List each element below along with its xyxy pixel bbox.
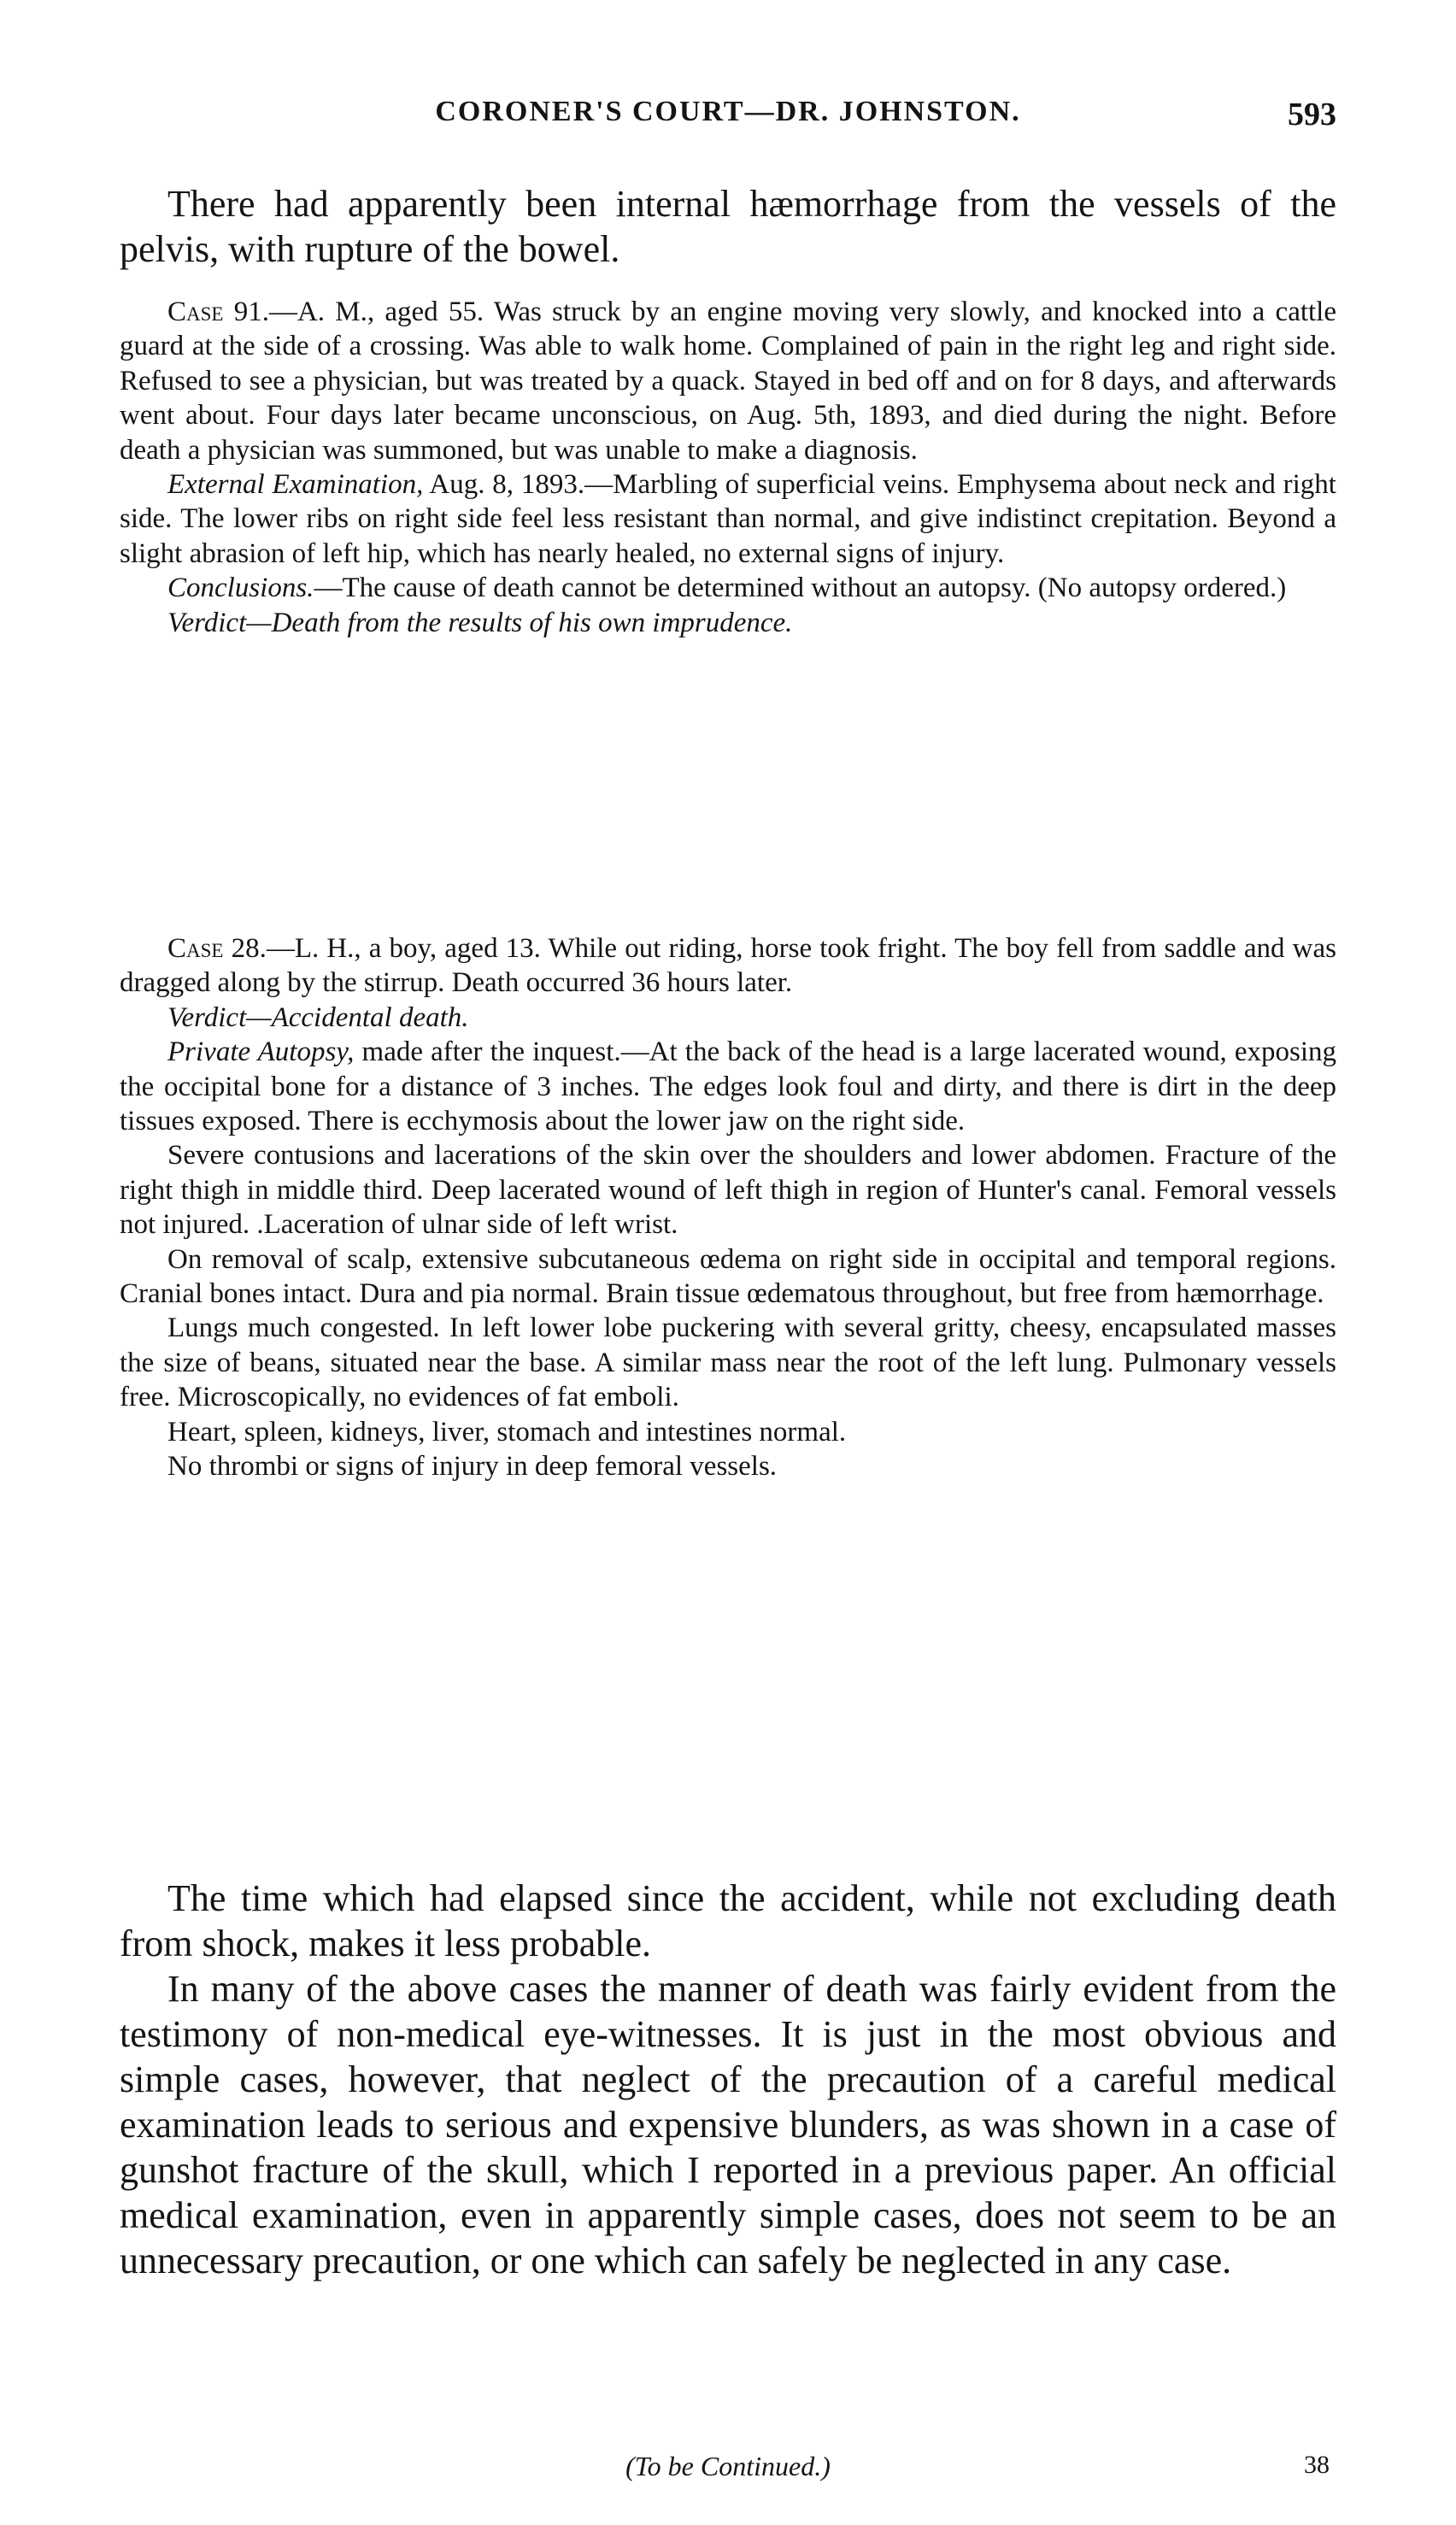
case-label: Case <box>167 933 224 964</box>
autopsy-text: made after the inquest.—At the back of the head is a large lacerated wound, exposing the occipital bone for a distance of 3 inches. The edges look foul and dirty, and there is dirt in the deep tissues exposed. There is ecchymosis about the lower jaw on the right side. <box>120 1036 1336 1137</box>
case-91 <box>120 295 1336 640</box>
conclusion-block <box>120 1876 1336 2283</box>
autopsy-label: Private Autopsy, <box>167 1036 355 1068</box>
case-91-paragraph <box>120 295 1336 467</box>
contusions-paragraph: Severe contusions and lacerations of the skin over the shoulders and lower abdomen. Fracture of the right thigh in middle third. Deep lacerated wound of left thigh in region of Hunter's canal. Femoral vessels not injured. .Laceration of ulnar side of left wrist. <box>120 1140 1336 1241</box>
intro-paragraph: There had apparently been internal hæmorrhage from the vessels of the pelvis, with rupture of the bowel. <box>120 183 1336 270</box>
continued-note: (To be Continued.) <box>625 2451 831 2481</box>
conclusions-label: Conclusions. <box>167 573 314 604</box>
scalp-paragraph: On removal of scalp, extensive subcutaneous œdema on right side in occipital and temporal regions. Cranial bones intact. Dura and pia normal. Brain tissue œdematous throughout, but free from hæmorrhage. <box>120 1243 1336 1310</box>
conclusions-text: —The cause of death cannot be determined without an autopsy. (No autopsy ordered.) <box>314 573 1287 604</box>
elapsed-time-paragraph: The time which had elapsed since the accident, while not excluding death from shock, makes it less probable. <box>120 1877 1336 1964</box>
page-header <box>120 96 1336 138</box>
case-28-autopsy <box>120 1035 1336 1138</box>
case-91-examination <box>120 467 1336 571</box>
intro-block <box>120 181 1336 272</box>
case-91-conclusions <box>120 571 1336 605</box>
page-number: 593 <box>1288 97 1336 132</box>
case-91-text: 91.—A. M., aged 55. Was struck by an engine moving very slowly, and knocked into a cattle guard at the side of a crossing. Was able to walk home. Complained of pain in the right leg and right side. Refused to see a physician, but was treated by a quack. Stayed in bed off and on for 8 days, and afterwards went about. Four days later became unconscious, on Aug. 5th, 1893, and died during the night. Before death a physician was summoned, but was unable to make a diagnosis. <box>120 297 1336 466</box>
case-28-paragraph <box>120 931 1336 1001</box>
heart-paragraph: Heart, spleen, kidneys, liver, stomach and intestines normal. <box>167 1416 847 1447</box>
examination-label: External Examination, <box>167 469 424 501</box>
examination-text: Aug. 8, 1893.—Marbling of superficial veins. Emphysema about neck and right side. The lower ribs on right side feel less resistant than normal, and give indistinct crepitation. Beyond a slight abrasion of left hip, which has nearly healed, no external signs of injury. <box>120 469 1336 569</box>
running-title: CORONER'S COURT—DR. JOHNSTON. <box>435 96 1021 127</box>
thrombi-paragraph: No thrombi or signs of injury in deep femoral vessels. <box>167 1451 778 1483</box>
manner-of-death-paragraph: In many of the above cases the manner of death was fairly evident from the testimony of non-medical eye-witnesses. It is just in the most obvious and simple cases, however, that neglect of the precaution of a careful medical examination leads to serious and expensive blunders, as was shown in a case of gunshot fracture of the skull, which I reported in a previous paper. An official medical examination, even in apparently simple cases, does not seem to be an unnecessary precaution, or one which can safely be neglected in any case. <box>120 1968 1336 2281</box>
case-91-verdict: Verdict—Death from the results of his own imprudence. <box>167 607 793 638</box>
page-footer <box>120 2451 1336 2489</box>
case-28 <box>120 931 1336 1484</box>
case-28-verdict: Verdict—Accidental death. <box>167 1001 469 1033</box>
lungs-paragraph: Lungs much congested. In left lower lobe puckering with several gritty, cheesy, encapsulated masses the size of beans, situated near the base. A similar mass near the root of the left lung. Pulmonary vessels free. Microscopically, no evidences of fat emboli. <box>120 1312 1336 1413</box>
case-28-text: 28.—L. H., a boy, aged 13. While out riding, horse took fright. The boy fell from saddle and was dragged along by the stirrup. Death occurred 36 hours later. <box>120 933 1336 999</box>
case-label: Case <box>167 297 224 327</box>
signature-mark: 38 <box>1304 2451 1330 2479</box>
